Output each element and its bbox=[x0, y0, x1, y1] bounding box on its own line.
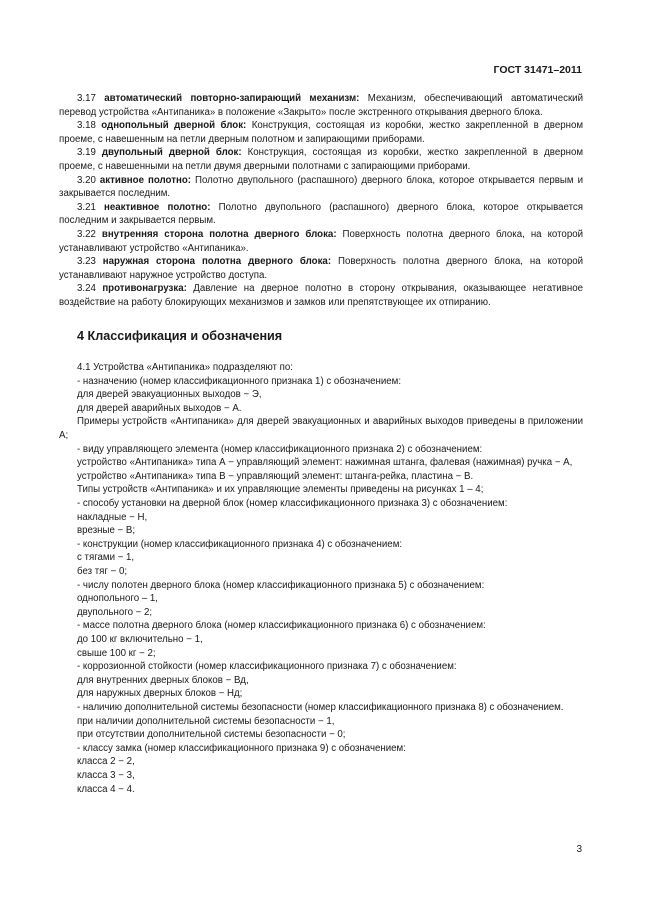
list-item: с тягами − 1, bbox=[77, 552, 135, 564]
list-item: 4.1 Устройства «Антипаника» подразделяют по: bbox=[77, 362, 293, 374]
list-item: без тяг − 0; bbox=[77, 566, 128, 577]
page-body bbox=[59, 92, 583, 796]
section-title: 4 Классификация и обозначения bbox=[77, 328, 283, 343]
list-item: класса 2 − 2, bbox=[77, 756, 135, 768]
definition-number: 3.22 bbox=[77, 228, 102, 240]
list-item: Типы устройств «Антипаника» и их управляющие элементы приведены на рисунках 1 – 4; bbox=[77, 484, 484, 496]
list-item: врезные − В; bbox=[77, 525, 136, 537]
list-item: - коррозионной стойкости (номер классификационного признака 7) с обозначением: bbox=[77, 661, 457, 673]
list-item: двупольного − 2; bbox=[77, 606, 153, 618]
list-item: - способу установки на дверной блок (номер классификационного признака 3) с обозначением: bbox=[77, 498, 508, 510]
list-item: Примеры устройств «Антипаника» для дверей эвакуационных и аварийных выходов приведены в приложении А; bbox=[59, 416, 583, 442]
list-item: до 100 кг включительно − 1, bbox=[77, 633, 203, 645]
page-number: 3 bbox=[576, 844, 582, 855]
list-item: при наличии дополнительной системы безопасности − 1, bbox=[77, 715, 335, 727]
list-item: устройство «Антипаника» типа А − управляющий элемент: нажимная штанга, фалевая (нажимная) ручка − А, bbox=[77, 457, 573, 469]
list-item: - классу замка (номер классификационного признака 9) с обозначением: bbox=[77, 742, 406, 754]
definition-term: противонагрузка: bbox=[102, 283, 187, 295]
definition-number: 3.21 bbox=[77, 201, 105, 213]
list-item: устройство «Антипаника» типа В − управляющий элемент: штанга-рейка, пластина − В. bbox=[77, 470, 474, 482]
definition-term: автоматический повторно-запирающий механизм: bbox=[104, 93, 360, 104]
list-item: при отсутствии дополнительной системы безопасности − 0; bbox=[77, 729, 346, 741]
list-item: - массе полотна дверного блока (номер классификационного признака 6) с обозначением: bbox=[77, 620, 486, 632]
definition-text: Поверхность полотна дверного блока, на которой устанавливают наружное устройство доступа. bbox=[59, 256, 584, 281]
list-item: свыше 100 кг − 2; bbox=[77, 647, 156, 659]
definition-text: Конструкция, состоящая из коробки, жестко закрепленной в дверном проеме, с навешенными на петли двумя дверными полотнами с запирающими приборами. bbox=[59, 147, 584, 172]
definition-text: Давление на дверное полотно в сторону открывания, оказывающее негативное воздействие на работу блокирующих механизмов и замков или препятствующее их отпиранию. bbox=[59, 283, 583, 308]
list-item: накладные − Н, bbox=[77, 511, 148, 523]
definition-term: внутренняя сторона полотна дверного блока: bbox=[101, 228, 337, 240]
definition-text: Механизм, обеспечивающий автоматический перевод устройства «Антипаника» в положение «Закрыто» после экстренного открывания дверного блока. bbox=[59, 93, 584, 118]
list-item: - конструкции (номер классификационного признака 4) с обозначением: bbox=[77, 538, 403, 550]
definition-text: Конструкция, состоящая из коробки, жестко закрепленной в дверном проеме, с навешенным на петли дверным полотном и запирающими приборами. bbox=[59, 120, 583, 145]
definition-term: активное полотно: bbox=[99, 174, 191, 186]
list-item: класса 4 − 4. bbox=[77, 783, 135, 795]
list-item: - наличию дополнительной системы безопасности (номер классификационного признака 8) с обозначением. bbox=[77, 701, 564, 713]
definition-paragraph bbox=[59, 282, 583, 309]
definition-paragraph bbox=[59, 92, 583, 119]
definition-term: неактивное полотно: bbox=[104, 201, 211, 213]
definition-number: 3.19 bbox=[77, 147, 102, 159]
definition-term: однопольный дверной блок: bbox=[101, 120, 247, 132]
definition-paragraph bbox=[59, 119, 583, 146]
list-item: однопольного – 1, bbox=[77, 593, 158, 605]
definition-number: 3.17 bbox=[77, 93, 105, 104]
list-item: - числу полотен дверного блока (номер классификационного признака 5) с обозначением: bbox=[77, 579, 485, 591]
list-item: - виду управляющего элемента (номер классификационного признака 2) с обозначением: bbox=[77, 443, 483, 455]
definition-term: двупольный дверной блок: bbox=[101, 147, 242, 159]
definition-number: 3.18 bbox=[77, 120, 102, 132]
list-item: для дверей эвакуационных выходов − Э, bbox=[77, 389, 262, 401]
list-item: класса 3 − 3, bbox=[77, 769, 135, 781]
definition-text: Полотно двупольного (распашного) дверного блока, которое открывается первым и закрывается последним. bbox=[59, 174, 583, 200]
definition-number: 3.24 bbox=[77, 283, 103, 295]
definition-paragraph bbox=[59, 228, 583, 255]
definition-number: 3.20 bbox=[77, 174, 100, 186]
definitions-section bbox=[59, 92, 583, 310]
list-item: - назначению (номер классификационного признака 1) с обозначением: bbox=[77, 375, 402, 387]
definition-text: Полотно двупольного (распашного) дверного блока, которое открывается последним и закрывается первым. bbox=[59, 201, 583, 227]
definition-number: 3.23 bbox=[77, 256, 103, 268]
list-item: для внутренних дверных блоков − Вд, bbox=[77, 674, 249, 686]
definition-text: Поверхность полотна дверного блока, на которой устанавливают устройство «Антипаника». bbox=[59, 228, 584, 254]
list-item: для наружных дверных блоков − Нд; bbox=[77, 688, 243, 700]
standard-header: ГОСТ 31471–2011 bbox=[493, 64, 582, 76]
definition-paragraph bbox=[59, 146, 583, 173]
definition-paragraph bbox=[59, 255, 583, 282]
list-item: для дверей аварийных выходов − А. bbox=[77, 402, 242, 414]
definition-paragraph bbox=[59, 201, 583, 228]
definition-term: наружная сторона полотна дверного блока: bbox=[102, 256, 332, 268]
classification-list bbox=[59, 361, 583, 796]
definition-paragraph bbox=[59, 174, 583, 201]
